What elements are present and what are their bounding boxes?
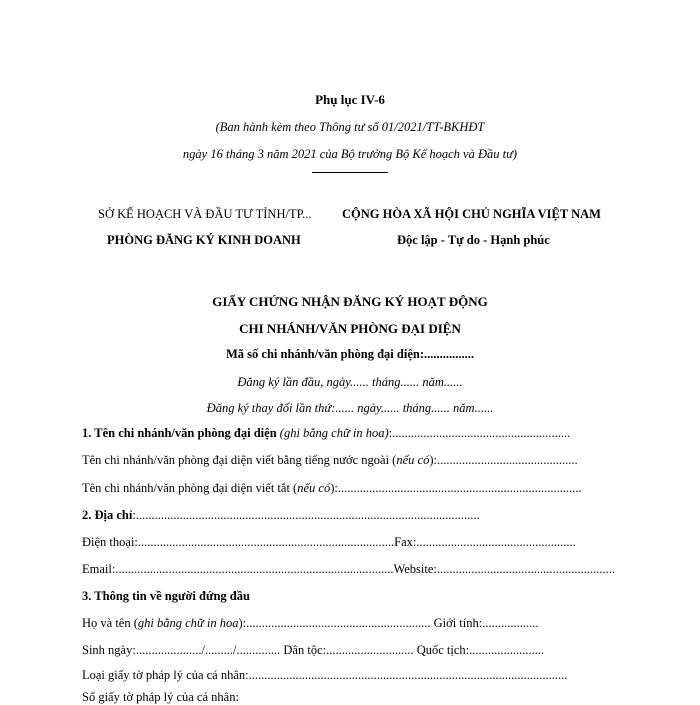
national-motto: Độc lập - Tự do - Hạnh phúc [397, 233, 550, 247]
fullname-fill: ):........................................................... Giới tính:.................. [238, 616, 539, 630]
foreign-name-hint: nếu có [396, 453, 430, 467]
short-name-label: Tên chi nhánh/văn phòng đại diện viết tắt ( [82, 481, 298, 495]
agency-name-line1: SỞ KẾ HOẠCH VÀ ĐẦU TƯ TỈNH/TP... [98, 207, 312, 221]
fullname-hint: ghi bằng chữ in hoa [137, 616, 239, 630]
foreign-name-fill: ):............................................. [429, 453, 578, 467]
issued-note-line1: (Ban hành kèm theo Thông tư số 01/2021/TT-BKHĐT [215, 120, 485, 134]
foreign-name-label: Tên chi nhánh/văn phòng đại diện viết bằng tiếng nước ngoài ( [82, 453, 397, 467]
change-registration-line: Đăng ký thay đổi lần thứ:...... ngày...... tháng...... năm...... [206, 401, 494, 415]
certificate-title-line2: CHI NHÁNH/VĂN PHÒNG ĐẠI DIỆN [239, 321, 461, 336]
section1-line [82, 426, 616, 441]
national-title: CỘNG HÒA XÃ HỘI CHỦ NGHĨA VIỆT NAM [342, 207, 601, 221]
foreign-name-line [82, 453, 616, 468]
appendix-title: Phụ lục IV-6 [315, 92, 385, 107]
fullname-line [82, 616, 616, 631]
section1-hint: (ghi bằng chữ in hoa) [279, 426, 389, 440]
issued-note-line2: ngày 16 tháng 3 năm 2021 của Bộ trưởng Bộ Kế hoạch và Đầu tư) [182, 147, 518, 161]
agency-name-line2: PHÒNG ĐĂNG KÝ KINH DOANH [107, 233, 301, 247]
section2-fill: :.............................................................................................................. [132, 508, 480, 522]
branch-code-line: Mã số chi nhánh/văn phòng đại diện:................ [226, 347, 474, 361]
short-name-line [82, 481, 616, 496]
email-website-line: Email:.........................................................................................Website:......................................................... [82, 562, 616, 576]
dob-line: Sinh ngày:...................../........./.............. Dân tộc:............................ Quốc tịch:........................ [82, 643, 545, 657]
section2-title: 2. Địa chỉ [82, 508, 133, 522]
section1-title: 1. Tên chi nhánh/văn phòng đại diện [82, 426, 277, 440]
id-number-line: Số giấy tờ pháp lý của cá nhân: [82, 690, 239, 704]
section3-title: 3. Thông tin về người đứng đầu [82, 589, 250, 603]
section2-line [82, 508, 616, 523]
short-name-fill: ):.............................................................................. [330, 481, 582, 495]
id-type-line: Loại giấy tờ pháp lý của cá nhân:...................................................................................................... [82, 668, 568, 682]
first-registration-line: Đăng ký lần đầu, ngày...... tháng...... năm...... [237, 375, 463, 389]
section1-fill: :......................................................... [388, 426, 571, 440]
certificate-title-line1: GIẤY CHỨNG NHẬN ĐĂNG KÝ HOẠT ĐỘNG [212, 294, 488, 309]
header-divider [312, 172, 388, 173]
phone-fax-line: Điện thoại:..................................................................................Fax:................................................... [82, 535, 576, 549]
fullname-label: Họ và tên ( [82, 616, 138, 630]
short-name-hint: nếu có [297, 481, 331, 495]
